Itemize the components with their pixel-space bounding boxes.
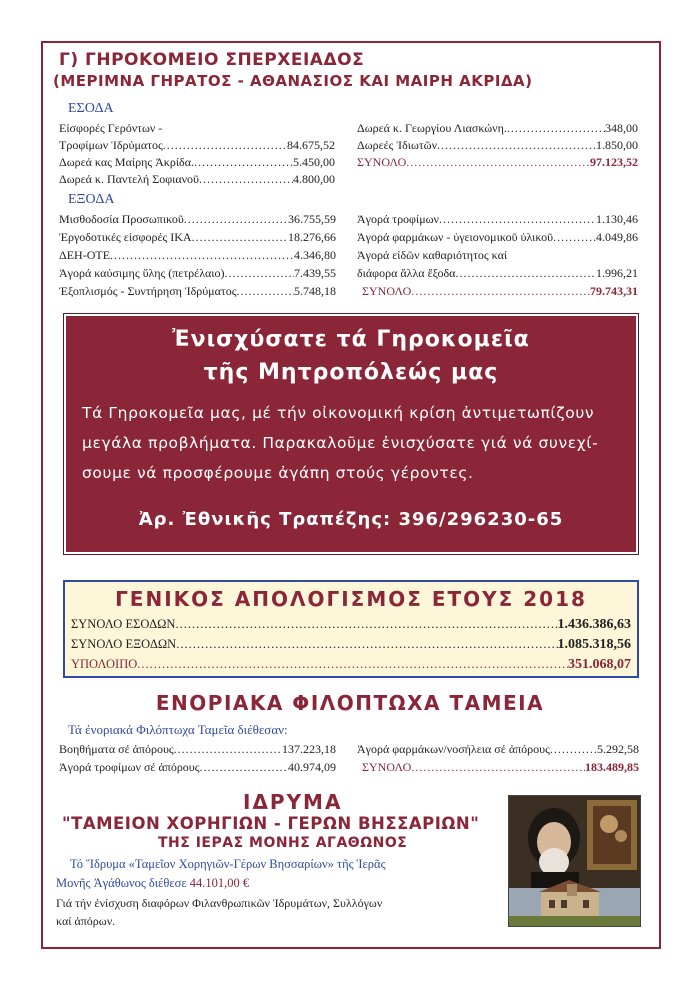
income-heading: ΕΣΟΔΑ — [68, 101, 114, 116]
expense-heading: ΕΞΟΔΑ — [68, 192, 115, 207]
expense-row — [357, 230, 638, 245]
summary-balance-value: 351.068,07 — [568, 657, 631, 672]
foundation-text-part: Μονῆς Ἀγάθωνος διέθεσε — [56, 876, 187, 890]
expense-row — [59, 266, 336, 281]
income-row-value: 84.675,52 — [287, 138, 335, 152]
income-row — [59, 172, 335, 187]
banner-text-line: μεγάλα προβλήματα. Παρακαλοῦμε ἐνισχύσατε γιά νά συνεχί- — [82, 434, 599, 452]
expense-row-label: ΔΕΗ-ΟΤΕ — [59, 248, 111, 262]
foundation-text — [56, 876, 249, 891]
foundation-title: ΙΔΡΥΜΑ — [243, 790, 343, 814]
summary-row — [71, 617, 631, 633]
expense-row — [59, 284, 336, 299]
expense-total — [362, 284, 638, 299]
banner-heading: Ἐνισχύσατε τά Γηροκομεῖα — [172, 327, 530, 352]
income-row-value: 1.850,00 — [596, 138, 638, 152]
expense-row-value: 5.748,18 — [294, 284, 336, 298]
parish-row — [357, 742, 639, 757]
parish-total-value: 183.489,85 — [585, 760, 639, 774]
income-row-label: Δωρεά κ. Γεωργίου Λιασκώνη. — [357, 121, 507, 135]
expense-row-label: Ἀγορά εἰδῶν καθαριότητος καί — [357, 248, 508, 262]
expense-row-value: 7.439,55 — [294, 266, 336, 280]
parish-row-label: Ἀγορά τροφίμων σέ ἀπόρους — [59, 760, 200, 774]
banner-subheading: τῆς Μητροπόλεώς μας — [203, 360, 499, 385]
expense-row-value: 4.346,80 — [294, 248, 336, 262]
income-row — [357, 138, 638, 153]
general-summary-box — [63, 580, 639, 678]
expense-row-label: Ἀγορά φαρμάκων - ὑγειονομικοῦ ὑλικοῦ — [357, 230, 554, 244]
parish-row — [59, 742, 336, 757]
income-row — [59, 155, 335, 170]
foundation-text: καί ἀπόρων. — [56, 914, 116, 928]
parish-row-label: Ἀγορά φαρμάκων/νοσήλεια σέ ἀπόρους — [357, 742, 550, 756]
income-total — [357, 155, 638, 170]
expense-row — [357, 212, 638, 227]
parish-title: ΕΝΟΡΙΑΚΑ ΦΙΛΟΠΤΩΧΑ ΤΑΜΕΙΑ — [155, 691, 545, 715]
income-row-label: Δωρεά κας Μαίρης Ἀκρίδα. — [59, 155, 194, 169]
expense-row-value: 36.755,59 — [288, 212, 336, 226]
expense-row-label: Ἐξοπλισμός - Συντήρηση Ἱδρύματος — [59, 284, 237, 298]
elder-photo-illustration — [509, 796, 641, 927]
section-title: Γ) ΓΗΡΟΚΟΜΕΙΟ ΣΠΕΡΧΕΙΑΔΟΣ — [59, 50, 365, 70]
expense-row-value: 1.130,46 — [596, 212, 638, 226]
expense-row — [59, 212, 336, 227]
expense-row-value: 4.049,86 — [596, 230, 638, 244]
income-row-label: Τροφίμων Ἱδρύματος — [59, 138, 163, 152]
income-row-value: 4.800,00 — [293, 172, 335, 186]
banner-text-line: σουμε νά προσφέρουμε ἀγάπη στούς γέροντες. — [82, 464, 474, 482]
expense-row-value: 1.996,21 — [596, 266, 638, 280]
summary-row-label: ΣΥΝΟΛΟ ΕΣΟΔΩΝ — [71, 617, 176, 631]
parish-total-label: ΣΥΝΟΛΟ — [362, 760, 412, 774]
expense-row-label: Ἀγορά τροφίμων — [357, 212, 439, 226]
income-row — [59, 138, 335, 153]
summary-balance-label: ΥΠΟΛΟΙΠΟ — [71, 657, 138, 671]
foundation-text: Τό Ἵδρυμα «Ταμεῖον Χορηγιῶν-Γέρων Βησσαρίων» τῆς Ἱερᾶς — [70, 857, 386, 871]
income-row-value: 348,00 — [605, 121, 638, 135]
summary-balance — [71, 657, 631, 673]
foundation-text: Γιά τήν ἐνίσχυση διαφόρων Φιλανθρωπικῶν Ἱδρυμάτων, Συλλόγων — [56, 896, 383, 910]
parish-subtitle: Τά ἐνοριακά Φιλόπτωχα Ταμεῖα διέθεσαν: — [68, 722, 288, 737]
bank-account: Ἀρ. Ἐθνικῆς Τραπέζης: 396/296230-65 — [138, 509, 564, 530]
support-banner — [63, 313, 639, 555]
income-total-label: ΣΥΝΟΛΟ — [357, 155, 407, 169]
general-summary-title: ΓΕΝΙΚΟΣ ΑΠΟΛΟΓΙΣΜΟΣ ΕΤΟΥΣ 2018 — [115, 587, 587, 611]
expense-row-label: διάφορα ἄλλα ἔξοδα — [357, 266, 456, 280]
expense-row — [59, 248, 336, 263]
banner-text-line: Τά Γηροκομεῖα μας, μέ τήν οἰκονομική κρίση ἀντιμετωπίζουν — [82, 404, 595, 422]
expense-total-label: ΣΥΝΟΛΟ — [362, 284, 412, 298]
expense-row-label: Ἀγορά καύσιμης ὕλης (πετρέλαιο) — [59, 266, 225, 280]
parish-row-label: Βοηθήματα σέ ἀπόρους — [59, 742, 174, 756]
summary-row-value: 1.085.318,56 — [557, 637, 631, 652]
expense-row-value: 18.276,66 — [288, 230, 336, 244]
income-row-label: Δωρεές Ἰδιωτῶν — [357, 138, 438, 152]
section-subtitle: (ΜΕΡΙΜΝΑ ΓΗΡΑΤΟΣ - ΑΘΑΝΑΣΙΟΣ ΚΑΙ ΜΑΙΡΗ ΑΚΡΙΔΑ) — [53, 72, 533, 90]
parish-row — [59, 760, 336, 775]
summary-row-value: 1.436.386,63 — [557, 617, 631, 632]
foundation-amount: 44.101,00 € — [189, 876, 250, 890]
summary-row-label: ΣΥΝΟΛΟ ΕΞΟΔΩΝ — [71, 637, 177, 651]
income-row-label: Δωρεά κ. Παντελή Σοφιανοῦ — [59, 172, 199, 186]
parish-row-value: 40.974,09 — [288, 760, 336, 774]
summary-row — [71, 637, 631, 653]
expense-row — [357, 266, 638, 281]
parish-row-value: 137.223,18 — [282, 742, 336, 756]
income-row-value: 5.450,00 — [293, 155, 335, 169]
income-total-value: 97.123,52 — [590, 155, 638, 169]
foundation-name: "ΤΑΜΕΙΟΝ ΧΟΡΗΓΙΩΝ - ΓΕΡΩΝ ΒΗΣΣΑΡΙΩΝ" — [62, 814, 480, 833]
income-row — [357, 121, 638, 136]
expense-row — [59, 230, 336, 245]
elder-photo — [508, 795, 641, 927]
parish-row-value: 5.292,58 — [597, 742, 639, 756]
income-row-label: Εἰσφορές Γερόντων - — [59, 121, 163, 135]
expense-row-label: Ἐργοδοτικές εἰσφορές ΙΚΑ — [59, 230, 192, 244]
expense-row-label: Μισθοδοσία Προσωπικοῦ — [59, 212, 184, 226]
parish-total — [362, 760, 639, 775]
foundation-monastery: ΤΗΣ ΙΕΡΑΣ ΜΟΝΗΣ ΑΓΑΘΩΝΟΣ — [158, 835, 408, 851]
expense-total-value: 79.743,31 — [590, 284, 638, 298]
